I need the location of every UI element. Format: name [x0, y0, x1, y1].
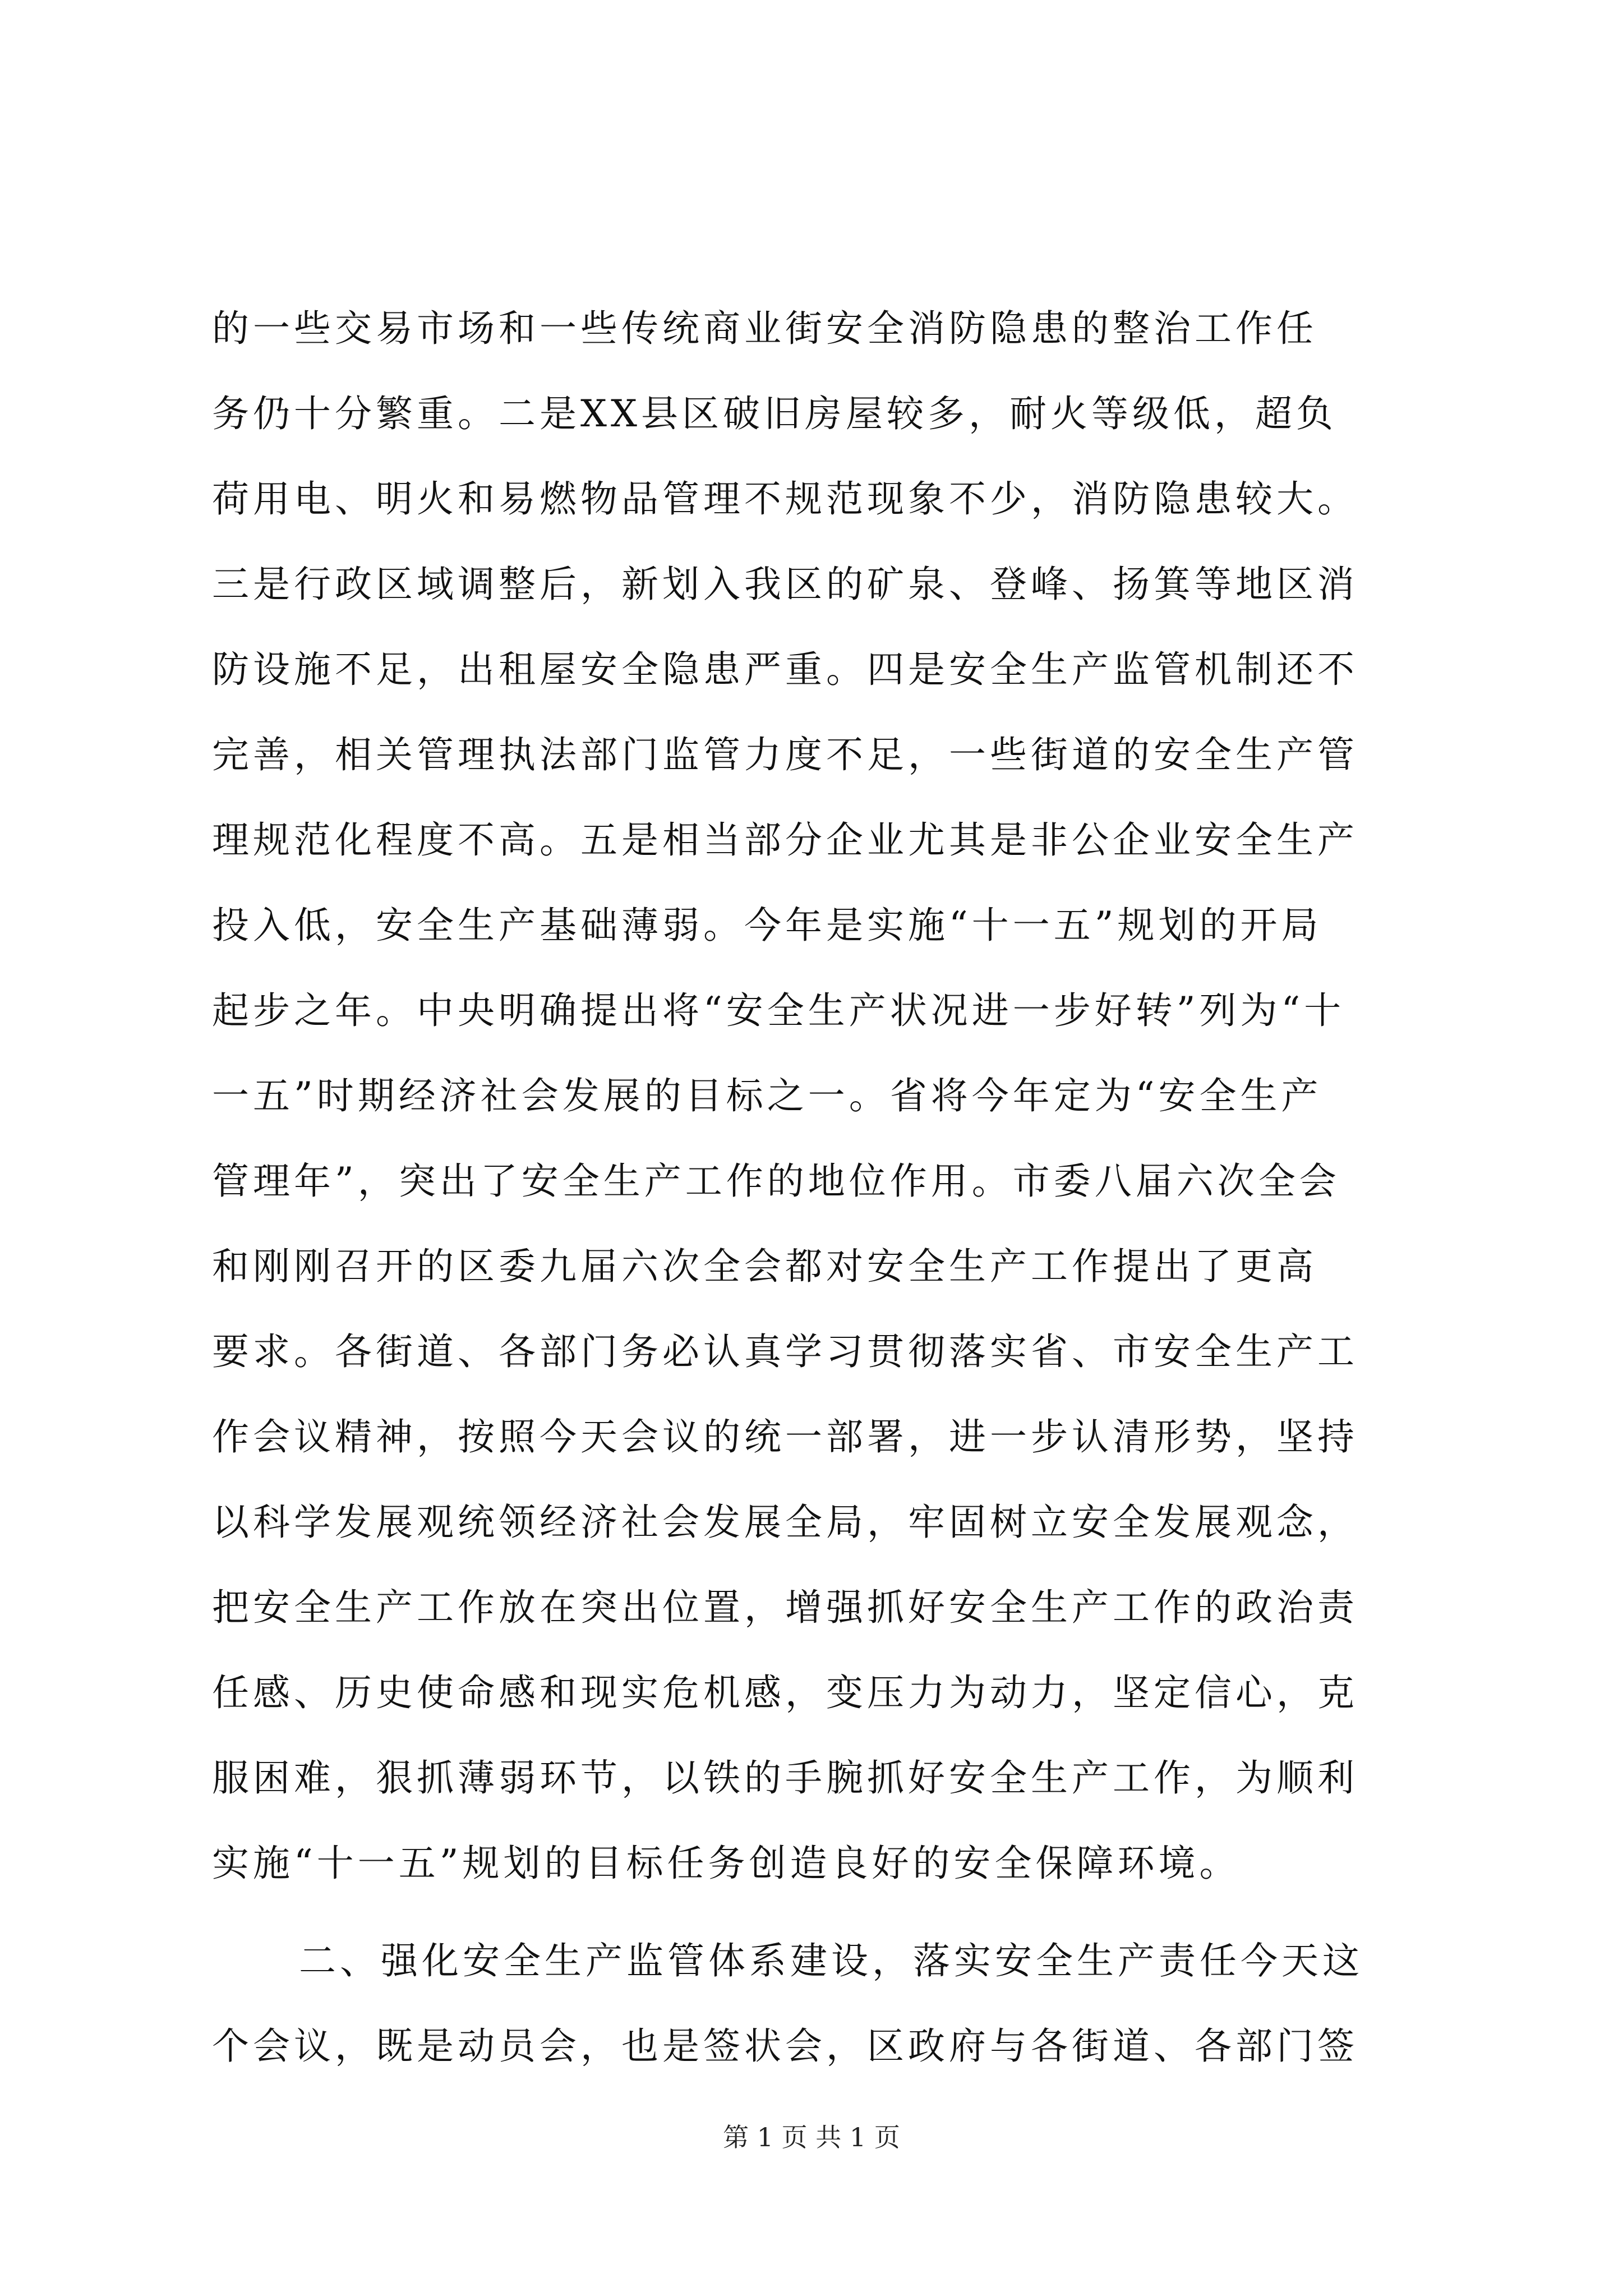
page-number-label: 第 1 页 共 1 页 — [723, 2122, 900, 2152]
text-line: 理规范化程度不高。五是相当部分企业尤其是非公企业安全生产 — [212, 818, 1358, 862]
text-line: 要求。各街道、各部门务必认真学习贯彻落实省、市安全生产工 — [212, 1330, 1358, 1373]
paragraph-heading-line: 二、强化安全生产监管体系建设，落实安全生产责任今天这 — [299, 1939, 1363, 1982]
text-line: 个会议，既是动员会，也是签状会，区政府与各街道、各部门签 — [212, 2024, 1358, 2068]
text-line: 起步之年。中央明确提出将“安全生产状况进一步好转”列为“十 — [212, 989, 1345, 1032]
text-line: 把安全生产工作放在突出位置，增强抓好安全生产工作的政治责 — [212, 1586, 1358, 1629]
text-line: 一五”时期经济社会发展的目标之一。省将今年定为“安全生产 — [212, 1074, 1322, 1117]
text-line: 作会议精神，按照今天会议的统一部署，进一步认清形势，坚持 — [212, 1415, 1358, 1458]
page-footer — [0, 2120, 1623, 2154]
text-line: 三是行政区域调整后，新划入我区的矿泉、登峰、扬箕等地区消 — [212, 563, 1358, 606]
text-line: 务仍十分繁重。二是XX县区破旧房屋较多，耐火等级低，超负 — [212, 392, 1337, 435]
document-body — [212, 286, 1412, 2089]
text-line: 以科学发展观统领经济社会发展全局，牢固树立安全发展观念， — [212, 1501, 1358, 1544]
text-line: 的一些交易市场和一些传统商业街安全消防隐患的整治工作任 — [212, 307, 1317, 350]
text-line: 管理年”，突出了安全生产工作的地位作用。市委八届六次全会 — [212, 1159, 1340, 1203]
text-line: 任感、历史使命感和现实危机感，变压力为动力，坚定信心，克 — [212, 1671, 1358, 1714]
text-line: 荷用电、明火和易燃物品管理不规范现象不少，消防隐患较大。 — [212, 477, 1358, 521]
text-line: 和刚刚召开的区委九届六次全会都对安全生产工作提出了更高 — [212, 1245, 1317, 1288]
text-line: 投入低，安全生产基础薄弱。今年是实施“十一五”规划的开局 — [212, 904, 1322, 947]
text-line: 防设施不足，出租屋安全隐患严重。四是安全生产监管机制还不 — [212, 648, 1358, 691]
text-line: 实施“十一五”规划的目标任务创造良好的安全保障环境。 — [212, 1842, 1241, 1885]
text-line: 完善，相关管理执法部门监管力度不足，一些街道的安全生产管 — [212, 733, 1358, 776]
text-line: 服困难，狠抓薄弱环节，以铁的手腕抓好安全生产工作，为顺利 — [212, 1756, 1358, 1800]
